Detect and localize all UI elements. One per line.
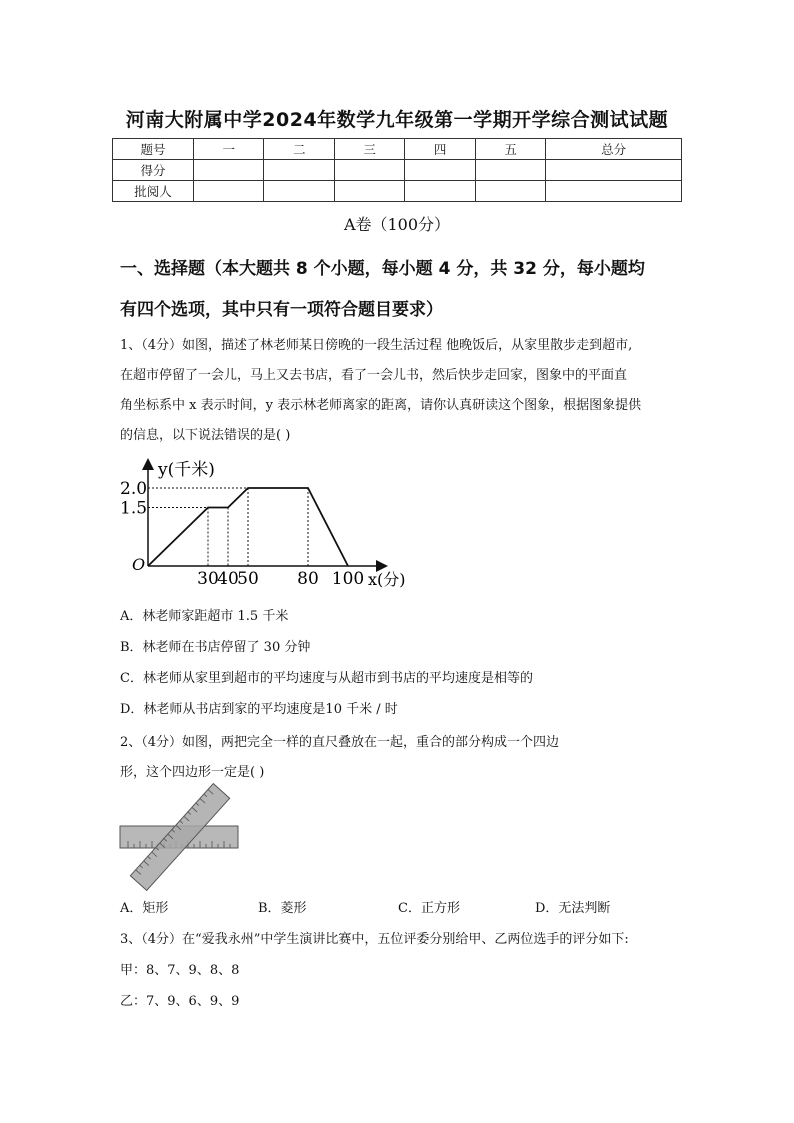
table-cell: 总分 [546,139,682,160]
y-axis-label: y(千米) [158,460,215,480]
exam-title: 河南大附属中学2024年数学九年级第一学期开学综合测试试题 [125,109,669,131]
q2-option-b: B．菱形 [258,901,307,916]
section-heading-line1: 一、选择题（本大题共 8 个小题，每小题 4 分，共 32 分，每小题均 [120,259,645,279]
table-cell [334,181,404,202]
table-cell [405,181,475,202]
table-cell: 四 [405,139,475,160]
score-table-row [113,181,682,202]
table-cell [264,181,334,202]
table-cell [405,160,475,181]
table-cell: 一 [194,139,264,160]
y-tick-label: 1.5 [120,498,148,519]
score-table-row [113,160,682,181]
volume-heading: A卷（100分） [343,215,451,234]
table-cell: 三 [334,139,404,160]
x-tick-label: 100 [331,569,365,589]
score-table [112,138,682,202]
q2-text-line2: 形，这个四边形一定是( ) [120,765,265,780]
table-cell [475,160,545,181]
q1-text-line: 在超市停留了一会儿，马上又去书店，看了一会儿书，然后快步走回家，图象中的平面直 [120,368,628,383]
table-cell: 五 [475,139,545,160]
q1-option-a: A．林老师家距超市 1.5 千米 [120,609,289,624]
table-cell [264,160,334,181]
table-cell: 二 [264,139,334,160]
table-cell: 批阅人 [113,181,194,202]
origin-label: O [132,555,146,574]
q2-rulers-figure [118,783,242,893]
q2-text-line1: 2、（4分）如图，两把完全一样的直尺叠放在一起，重合的部分构成一个四边 [120,735,560,750]
table-cell [475,181,545,202]
q3-text-line1: 3、（4分）在“爱我永州”中学生演讲比赛中，五位评委分别给甲、乙两位选手的评分如下: [120,932,629,947]
table-cell [334,160,404,181]
x-tick-label: 50 [237,569,259,589]
q2-option-d: D．无法判断 [535,901,611,916]
table-cell [194,160,264,181]
q2-option-c: C．正方形 [398,901,460,916]
section-heading-line2: 有四个选项，其中只有一项符合题目要求） [120,300,443,320]
x-axis-label: x(分) [368,570,406,589]
q1-text-line: 的信息，以下说法错误的是( ) [120,428,291,443]
q1-option-b: B．林老师在书店停留了 30 分钟 [120,640,311,655]
table-cell [546,160,682,181]
q1-option-c: C．林老师从家里到超市的平均速度与从超市到书店的平均速度是相等的 [120,671,533,686]
q2-option-a: A．矩形 [120,901,169,916]
y-tick-label: 2.0 [120,479,148,499]
table-cell [546,181,682,202]
q3-scores-yi: 乙：7、9、6、9、9 [120,994,240,1009]
q1-distance-time-graph [120,455,420,595]
score-table-header-row [113,139,682,160]
table-cell: 题号 [113,139,194,160]
x-tick-label: 40 [217,569,239,589]
x-tick-label: 30 [197,569,219,589]
q1-option-d: D．林老师从书店到家的平均速度是10 千米 / 时 [120,702,398,717]
q1-text-line: 角坐标系中 x 表示时间，y 表示林老师离家的距离，请你认真研读这个图象，根据图象提供 [120,398,642,413]
q3-scores-jia: 甲：8、7、9、8、8 [120,963,240,978]
x-tick-label: 80 [297,569,319,589]
distance-line [148,488,348,566]
q1-text-line: 1、（4分）如图，描述了林老师某日傍晚的一段生活过程 他晚饭后，从家里散步走到超市, [120,338,633,353]
table-cell: 得分 [113,160,194,181]
table-cell [194,181,264,202]
